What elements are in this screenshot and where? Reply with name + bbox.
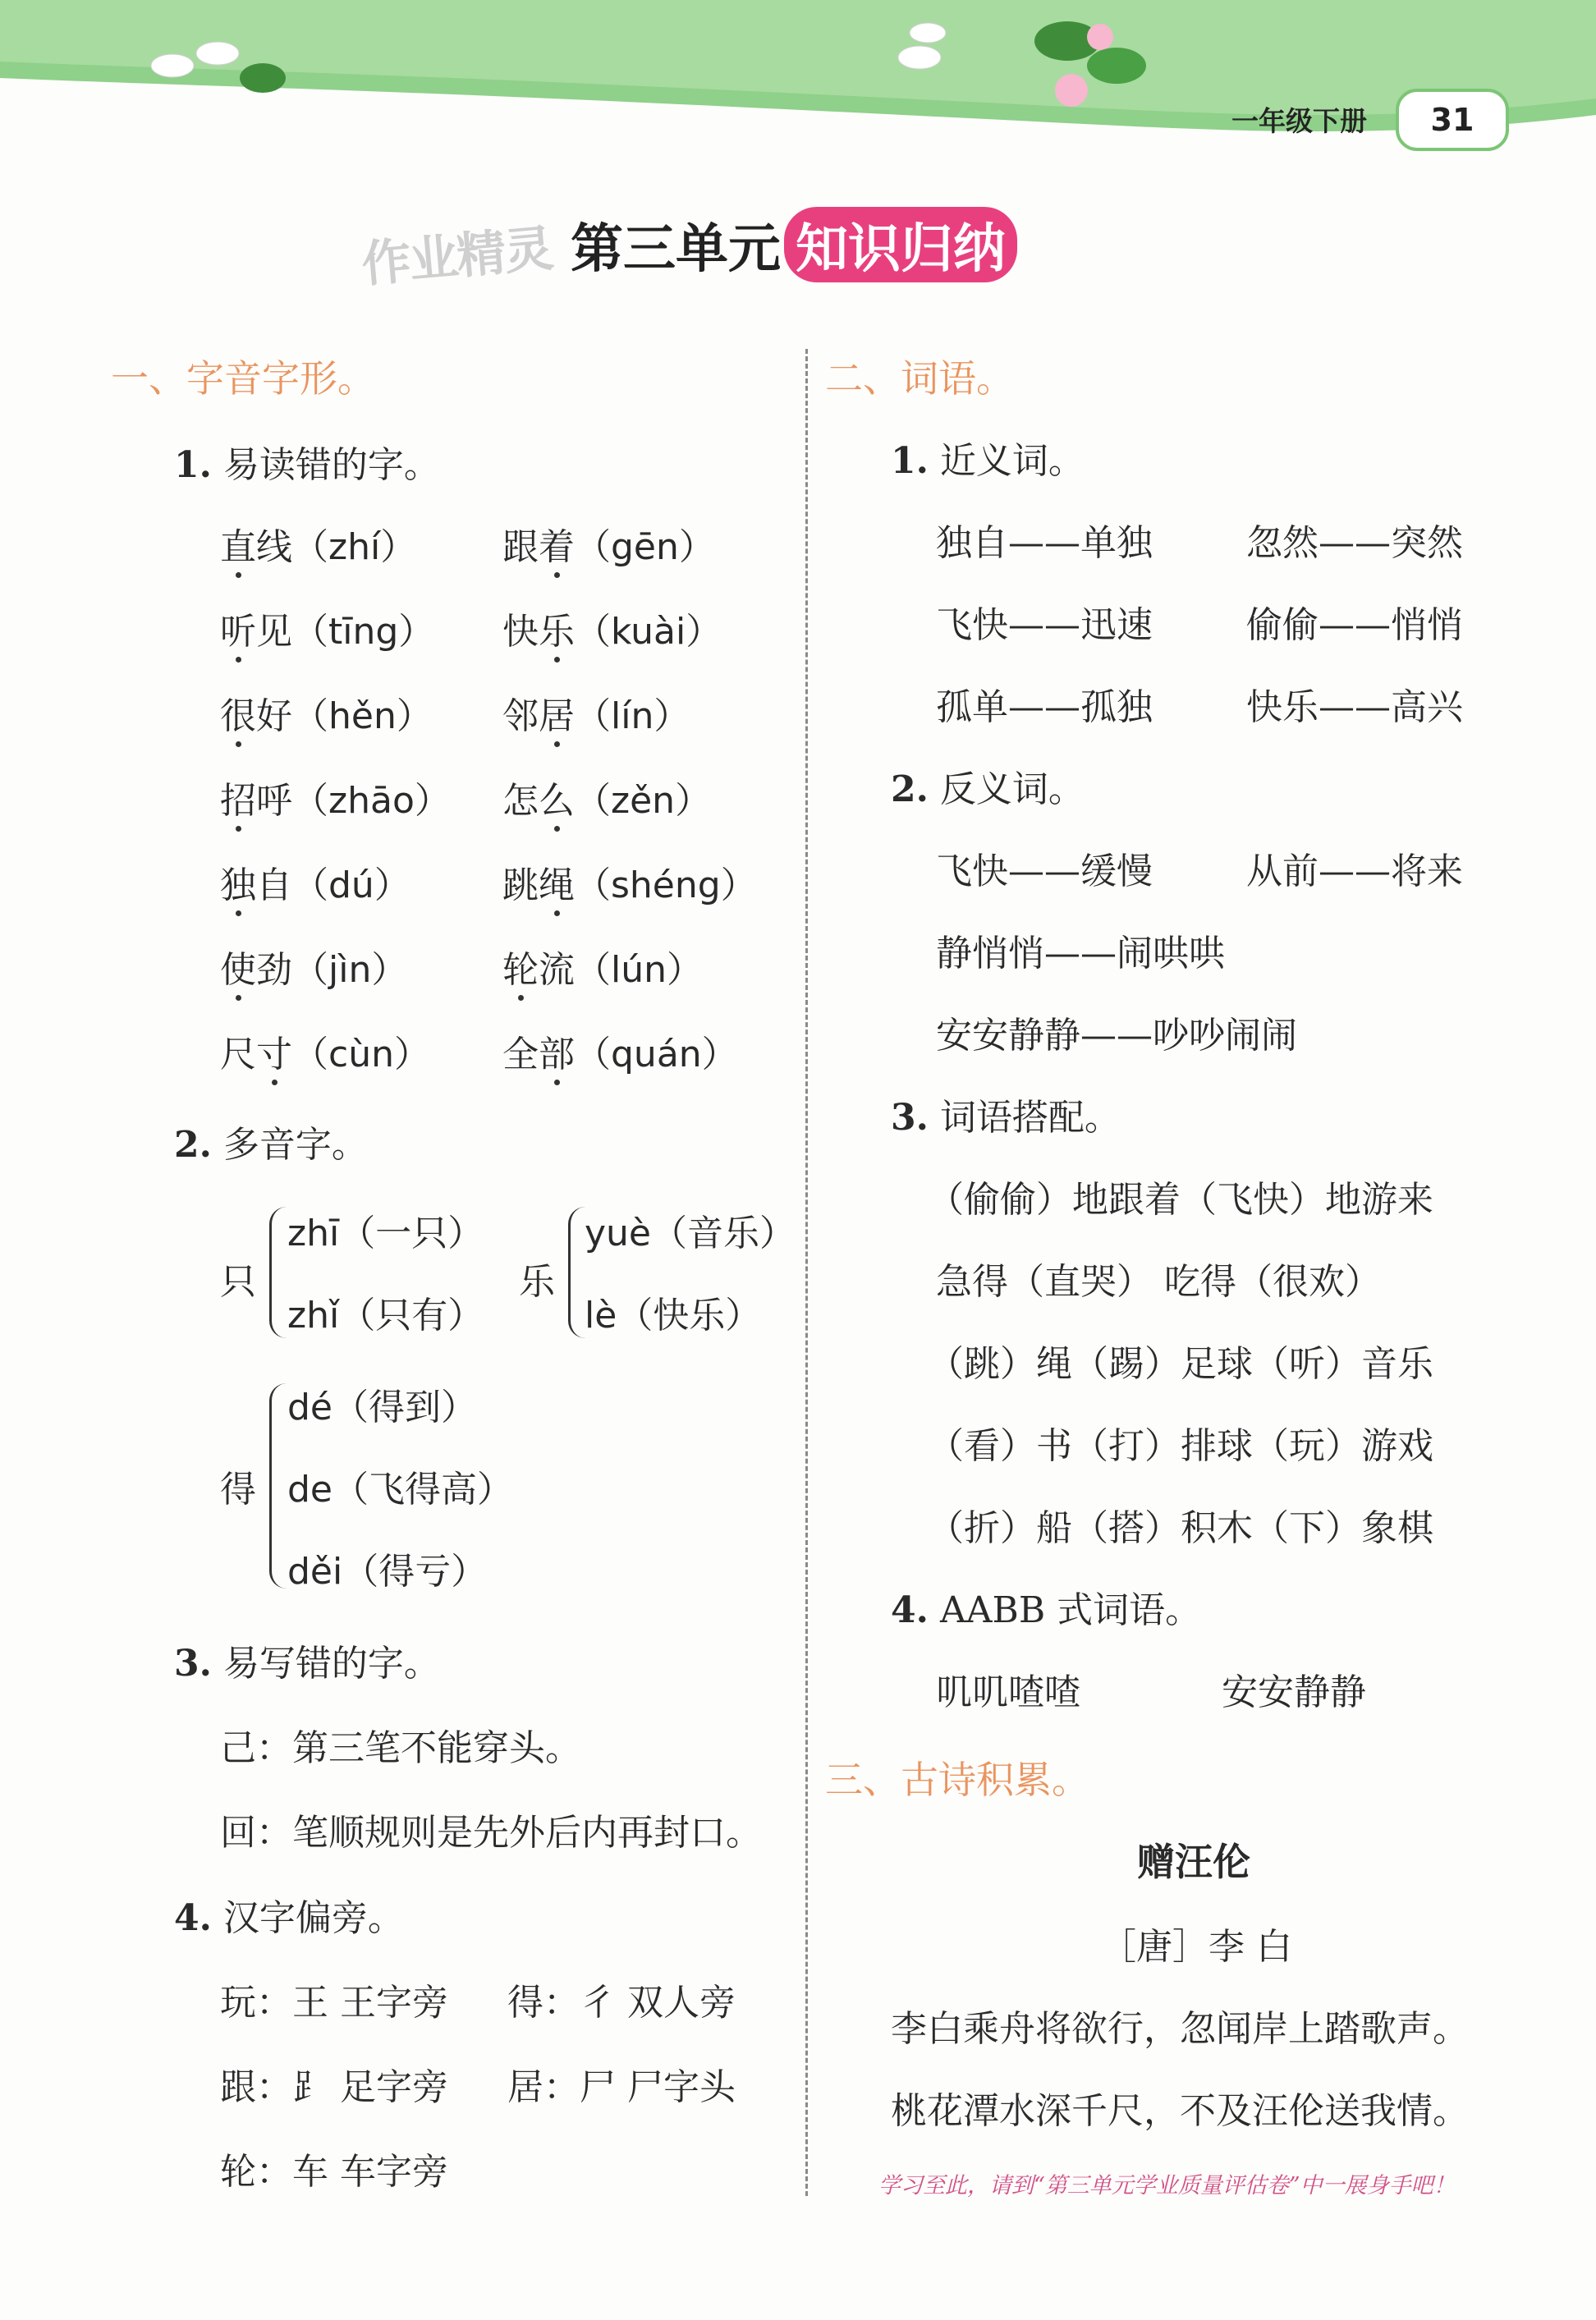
word-char: 跳 [502, 864, 539, 906]
polyphone-reading: dé（得到） [287, 1387, 477, 1428]
pinyin: cùn [328, 1034, 394, 1075]
subheading: 4. AABB 式词语。 [891, 1589, 1202, 1631]
word-char: 怎 [502, 780, 539, 822]
word-char: 自 [256, 864, 292, 906]
reading-item: 跟着（gēn） [502, 526, 715, 568]
radical-item: 得：彳 双人旁 [507, 1982, 736, 2024]
pinyin: tīng [328, 611, 399, 653]
radical-item: 居：尸 尸字头 [507, 2066, 736, 2108]
header-banner [0, 0, 1596, 164]
poem-line: 李白乘舟将欲行，忽闻岸上踏歌声。 [891, 2008, 1469, 2050]
reading-item: 听见（tīng） [220, 611, 435, 653]
word-char: 听 [220, 611, 256, 653]
word-char: 呼 [256, 780, 292, 822]
synonym-pair: 忽然——突然 [1246, 522, 1463, 564]
word-char: 轮 [502, 949, 539, 991]
reading-item: 尺寸（cùn） [220, 1034, 430, 1075]
antonym-pair: 飞快——缓慢 [936, 851, 1153, 892]
watermark: 作业精灵 [359, 220, 555, 294]
reading-item: 独自（dú） [220, 864, 410, 906]
reading-item: 跳绳（shéng） [502, 864, 757, 906]
subheading: 3. 词语搭配。 [891, 1097, 1121, 1139]
pinyin: zěn [611, 780, 676, 822]
collocation-line: （偷偷）地跟着（飞快）地游来 [928, 1179, 1433, 1221]
word-char: 直 [220, 526, 256, 568]
writing-note: 回：笔顺规则是先外后内再封口。 [220, 1812, 762, 1854]
word-char: 全 [502, 1034, 539, 1075]
section-heading: 一、字音字形。 [111, 356, 375, 401]
synonym-pair: 偷偷——悄悄 [1246, 604, 1463, 646]
word-char: 部 [539, 1034, 575, 1075]
antonym-pair: 安安静静——吵吵闹闹 [936, 1015, 1297, 1057]
word-char: 见 [256, 611, 292, 653]
polyphone-reading: zhī（一只） [287, 1213, 484, 1254]
subheading: 2. 多音字。 [174, 1124, 368, 1166]
subheading: 3. 易写错的字。 [174, 1643, 440, 1685]
polyphone-reading: děi（得亏） [287, 1551, 488, 1593]
polyphone-reading: de（飞得高） [287, 1469, 513, 1511]
brace [568, 1207, 585, 1338]
word-char: 寸 [256, 1034, 292, 1075]
reading-item: 轮流（lún） [502, 949, 703, 991]
synonym-pair: 孤单——孤独 [936, 686, 1153, 728]
page-title [571, 207, 1017, 282]
pinyin: jìn [328, 949, 372, 991]
column-divider [805, 349, 808, 2196]
reading-item: 邻居（lín） [502, 695, 690, 737]
pinyin: zhí [328, 526, 381, 568]
collocation-line: （折）船（搭）积木（下）象棋 [928, 1507, 1433, 1549]
pinyin: quán [611, 1034, 702, 1075]
synonym-pair: 独自——单独 [936, 522, 1153, 564]
reading-item: 招呼（zhāo） [220, 780, 451, 822]
collocation-line: （跳）绳（踢）足球（听）音乐 [928, 1343, 1433, 1385]
polyphone-char: 只 [220, 1261, 256, 1303]
polyphone-char: 乐 [519, 1261, 555, 1303]
word-char: 尺 [220, 1034, 256, 1075]
word-char: 快 [502, 611, 539, 653]
pinyin: kuài [611, 611, 686, 653]
poem-line: 桃花潭水深千尺，不及汪伦送我情。 [891, 2090, 1469, 2132]
antonym-pair: 静悄悄——闹哄哄 [936, 933, 1225, 974]
antonym-pair: 从前——将来 [1246, 851, 1463, 892]
synonym-pair: 飞快——迅速 [936, 604, 1153, 646]
brace [269, 1207, 287, 1338]
title-highlight: 知识归纳 [784, 207, 1017, 282]
pinyin: shéng [611, 864, 721, 906]
subheading: 2. 反义词。 [891, 768, 1085, 810]
poem-title: 赠汪伦 [1137, 1840, 1250, 1884]
word-char: 么 [539, 780, 575, 822]
word-char: 招 [220, 780, 256, 822]
pinyin: dú [328, 864, 374, 906]
reading-item: 使劲（jìn） [220, 949, 408, 991]
title-prefix: 第三单元 [571, 219, 781, 280]
word-char: 居 [539, 695, 575, 737]
polyphone-reading: lè（快乐） [585, 1295, 762, 1337]
word-char: 好 [256, 695, 292, 737]
radical-item: 轮：车 车字旁 [220, 2151, 448, 2193]
polyphone-reading: yuè（音乐） [585, 1213, 796, 1254]
subheading: 4. 汉字偏旁。 [174, 1897, 404, 1939]
subheading: 1. 近义词。 [891, 440, 1085, 482]
reading-item: 全部（quán） [502, 1034, 738, 1075]
subheading: 1. 易读错的字。 [174, 444, 440, 486]
pinyin: zhāo [328, 780, 415, 822]
page-number: 31 [1396, 89, 1509, 151]
poem-author: ［唐］李 白 [1100, 1926, 1292, 1968]
pinyin: hěn [328, 695, 397, 737]
section-heading: 二、词语。 [825, 356, 1014, 401]
radical-item: 玩：王 王字旁 [220, 1982, 448, 2024]
aabb-word: 叽叽喳喳 [936, 1671, 1080, 1713]
word-char: 线 [256, 526, 292, 568]
reading-item: 直线（zhí） [220, 526, 417, 568]
word-char: 跟 [502, 526, 539, 568]
word-char: 劲 [256, 949, 292, 991]
polyphone-reading: zhǐ（只有） [287, 1295, 484, 1337]
polyphone-char: 得 [220, 1469, 256, 1511]
reading-item: 很好（hěn） [220, 695, 433, 737]
footer-note: 学习至此，请到“第三单元学业质量评估卷”中一展身手吧！ [878, 2173, 1456, 2198]
word-char: 乐 [539, 611, 575, 653]
reading-item: 快乐（kuài） [502, 611, 722, 653]
brace [269, 1383, 287, 1589]
pinyin: gēn [611, 526, 679, 568]
pinyin: lún [611, 949, 667, 991]
word-char: 绳 [539, 864, 575, 906]
writing-note: 己：第三笔不能穿头。 [220, 1727, 581, 1769]
radical-item: 跟：⻊ 足字旁 [220, 2066, 448, 2108]
reading-item: 怎么（zěn） [502, 780, 712, 822]
word-char: 邻 [502, 695, 539, 737]
aabb-word: 安安静静 [1222, 1671, 1366, 1713]
word-char: 很 [220, 695, 256, 737]
collocation-line: 急得（直哭） 吃得（很欢） [936, 1261, 1381, 1303]
word-char: 独 [220, 864, 256, 906]
synonym-pair: 快乐——高兴 [1246, 686, 1463, 728]
collocation-line: （看）书（打）排球（玩）游戏 [928, 1425, 1433, 1467]
word-char: 使 [220, 949, 256, 991]
section-heading: 三、古诗积累。 [825, 1758, 1089, 1802]
pinyin: lín [611, 695, 654, 737]
word-char: 着 [539, 526, 575, 568]
grade-label: 一年级下册 [1231, 105, 1367, 137]
word-char: 流 [539, 949, 575, 991]
